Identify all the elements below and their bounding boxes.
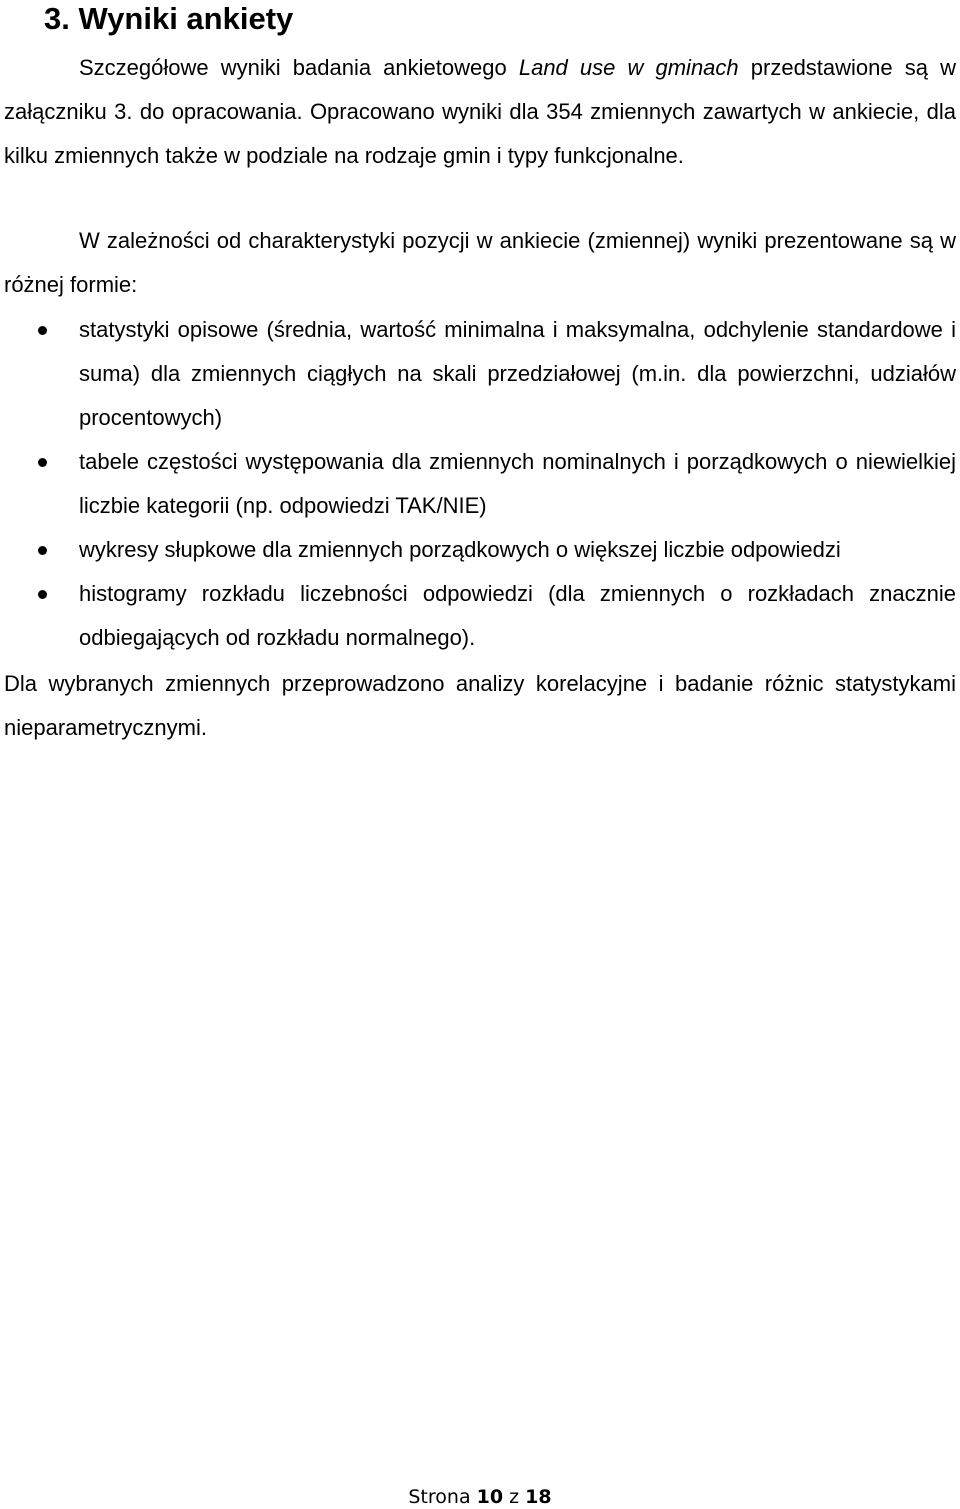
survey-name: Land use w gminach	[518, 55, 739, 80]
result-forms-list	[0, 308, 956, 660]
current-page-number: 10	[476, 1486, 504, 1508]
list-item	[0, 308, 956, 440]
intro-text-start: Szczegółowe wyniki badania ankietowego	[79, 55, 519, 80]
bullet-icon	[38, 546, 47, 555]
list-item-text: statystyki opisowe (średnia, wartość minimalna i maksymalna, odchylenie standardowe i suma) dla zmiennych ciągłych na skali przedziałowej (m.in. dla powierzchni, udziałów procentowych)	[79, 317, 956, 430]
list-item	[0, 528, 956, 572]
bullet-icon	[38, 326, 47, 335]
list-item	[0, 440, 956, 528]
list-item-text: tabele częstości występowania dla zmiennych nominalnych i porządkowych o niewielkiej liczbie kategorii (np. odpowiedzi TAK/NIE)	[79, 449, 956, 518]
list-item-text: wykresy słupkowe dla zmiennych porządkowych o większej liczbie odpowiedzi	[79, 537, 841, 562]
bullet-icon	[38, 458, 47, 467]
section-title: 3. Wyniki ankiety	[44, 1, 294, 36]
page-footer	[0, 1485, 960, 1509]
list-item-text: histogramy rozkładu liczebności odpowiedzi (dla zmiennych o rozkładach znacznie odbiegających od rozkładu normalnego).	[79, 581, 956, 650]
page-separator: z	[509, 1486, 520, 1508]
total-pages-number: 18	[525, 1486, 552, 1508]
intro-paragraph	[4, 46, 956, 178]
analysis-paragraph: Dla wybranych zmiennych przeprowadzono analizy korelacyjne i badanie różnic statystykami nieparametrycznymi.	[4, 671, 956, 740]
forms-paragraph: W zależności od charakterystyki pozycji w ankiecie (zmiennej) wyniki prezentowane są w różnej formie:	[4, 228, 956, 297]
intro-text-end: przedstawione są w załączniku 3. do opracowania. Opracowano wyniki dla 354 zmiennych zawartych w ankiecie, dla kilku zmiennych także w podziale na rodzaje gmin i typy funkcjonalne.	[4, 55, 956, 168]
bullet-icon	[38, 590, 47, 599]
page-label: Strona	[408, 1486, 471, 1508]
list-item	[0, 572, 956, 660]
